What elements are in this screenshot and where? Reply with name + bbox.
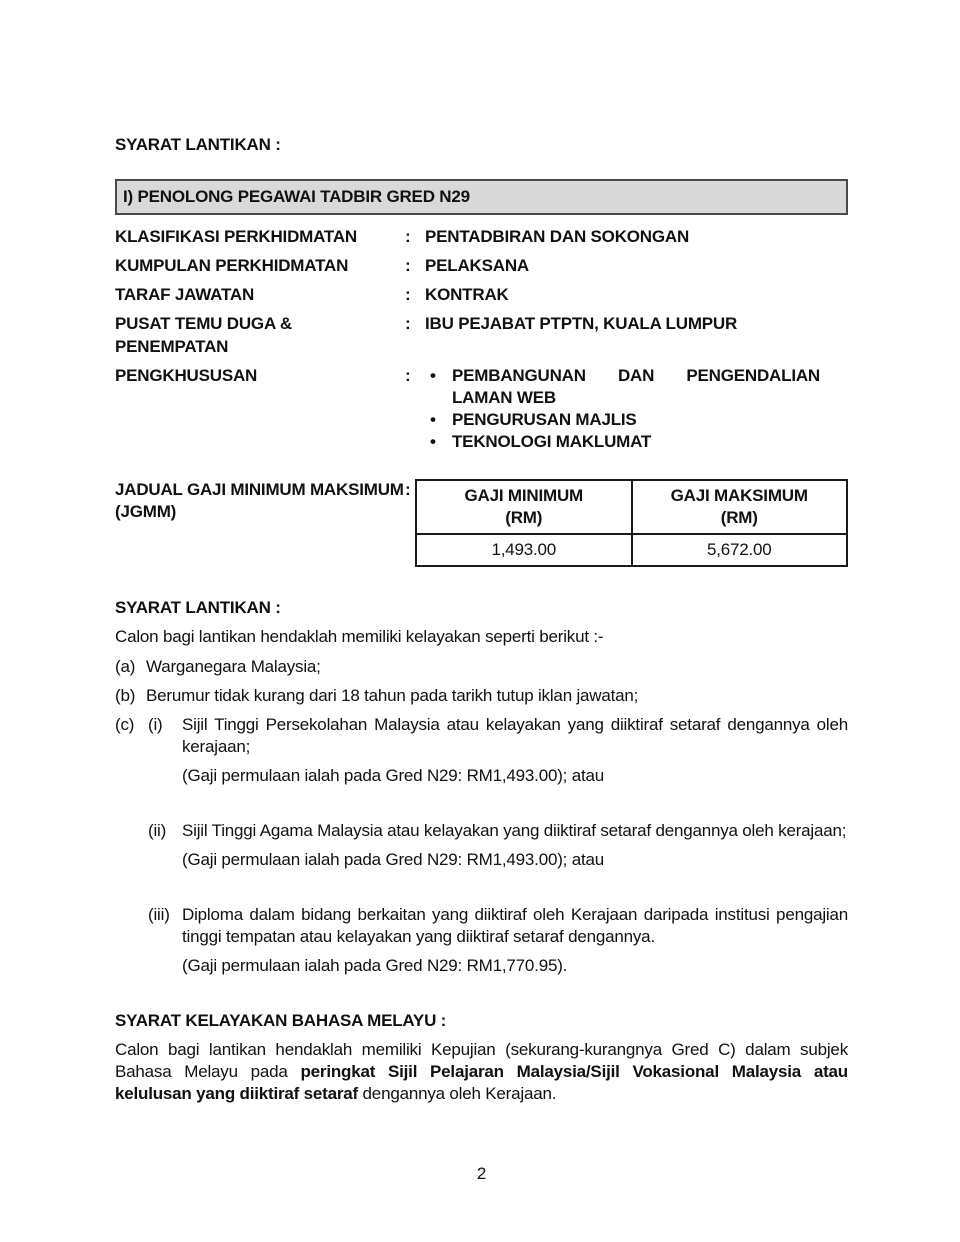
paragraph-segment: Calon bagi lantikan hendaklah memiliki Kepujian (sekurang-kurangnya Gred C) dalam subjek Bahasa Melayu pada — [115, 1039, 848, 1081]
item-text: Diploma dalam bidang berkaitan yang diiktiraf oleh Kerajaan daripada institusi pengajian tinggi tempatan atau kelayakan yang diiktiraf setaraf dengannya. — [182, 905, 848, 947]
colon-separator: : — [405, 227, 411, 247]
language-requirement-paragraph — [115, 1039, 848, 1105]
item-marker-outer — [115, 904, 148, 948]
paragraph-segment: dengannya oleh Kerajaan. — [358, 1083, 557, 1103]
detail-row-kumpulan — [115, 255, 848, 277]
list-item — [425, 365, 848, 409]
colon-separator: : — [405, 285, 411, 305]
bullet-icon — [425, 365, 452, 387]
bullet-label: TEKNOLOGI MAKLUMAT — [452, 431, 652, 451]
qualification-item-c-iii — [115, 904, 848, 948]
requirement-item-a — [115, 656, 848, 678]
colon-separator: : — [405, 314, 411, 334]
language-requirement-heading: SYARAT KELAYAKAN BAHASA MELAYU : — [115, 1011, 447, 1031]
item-text: Sijil Tinggi Persekolahan Malaysia atau kelayakan yang diiktiraf setaraf dengannya oleh kerajaan; — [182, 714, 848, 756]
salary-max-unit: (RM) — [720, 508, 758, 528]
salary-schedule-label: JADUAL GAJI MINIMUM MAKSIMUM (JGMM) — [115, 480, 404, 522]
colon-separator: : — [405, 256, 411, 276]
salary-max-title: GAJI MAKSIMUM — [670, 486, 808, 506]
requirements-intro: Calon bagi lantikan hendaklah memiliki kelayakan seperti berikut :- — [115, 627, 604, 647]
item-marker: (i) — [148, 714, 163, 734]
detail-label: KUMPULAN PERKHIDMATAN — [115, 256, 349, 276]
salary-min-unit: (RM) — [505, 508, 543, 528]
salary-note: (Gaji permulaan ialah pada Gred N29: RM1,770.95). — [182, 956, 568, 976]
salary-min-title: GAJI MINIMUM — [464, 486, 583, 506]
detail-label: PUSAT TEMU DUGA & PENEMPATAN — [115, 314, 292, 356]
page-number: 2 — [476, 1163, 487, 1183]
bullet-icon — [425, 431, 452, 453]
item-marker-outer — [115, 820, 148, 842]
requirements-heading: SYARAT LANTIKAN : — [115, 598, 281, 618]
bullet-label: PEMBANGUNAN DAN PENGENDALIAN LAMAN WEB — [452, 365, 820, 407]
salary-max-header — [632, 480, 848, 534]
salary-max-value: 5,672.00 — [632, 534, 848, 566]
specialization-list — [425, 365, 848, 453]
item-text: Sijil Tinggi Agama Malaysia atau kelayakan yang diiktiraf setaraf dengannya oleh kerajaan; — [182, 820, 847, 840]
detail-label: KLASIFIKASI PERKHIDMATAN — [115, 227, 358, 247]
detail-value: PENTADBIRAN DAN SOKONGAN — [425, 227, 690, 247]
item-marker: (a) — [115, 656, 136, 676]
detail-label: PENGKHUSUSAN — [115, 365, 258, 385]
paragraph-segment-bold: peringkat Sijil Pelajaran Malaysia/Sijil Vokasional Malaysia atau kelulusan yang diiktiraf setaraf — [115, 1061, 848, 1103]
detail-row-taraf — [115, 284, 848, 306]
position-title-box — [115, 179, 848, 215]
bullet-icon — [425, 409, 452, 431]
detail-row-klasifikasi — [115, 226, 848, 248]
item-text: Warganegara Malaysia; — [146, 656, 321, 676]
salary-table-wrap — [425, 479, 848, 567]
qualification-item-c-i — [115, 714, 848, 758]
salary-schedule-row — [115, 479, 848, 567]
item-marker: (iii) — [148, 905, 170, 925]
item-text: Berumur tidak kurang dari 18 tahun pada tarikh tutup iklan jawatan; — [146, 685, 639, 705]
position-title: I) PENOLONG PEGAWAI TADBIR GRED N29 — [123, 187, 470, 207]
salary-note: (Gaji permulaan ialah pada Gred N29: RM1,493.00); atau — [182, 850, 605, 870]
item-marker: (ii) — [148, 820, 167, 840]
colon-separator: : — [405, 365, 411, 385]
colon-separator: : — [405, 480, 411, 500]
salary-min-header — [416, 480, 632, 534]
requirement-item-b — [115, 685, 848, 707]
salary-table-value-row — [416, 534, 847, 566]
detail-row-pusat — [115, 313, 848, 357]
detail-value: KONTRAK — [425, 285, 509, 305]
salary-table-header-row — [416, 480, 847, 534]
salary-table — [415, 479, 848, 567]
item-marker-outer: (c) — [115, 714, 135, 734]
detail-row-pengkhususan — [115, 365, 848, 453]
salary-note: (Gaji permulaan ialah pada Gred N29: RM1,493.00); atau — [182, 765, 605, 785]
detail-value: IBU PEJABAT PTPTN, KUALA LUMPUR — [425, 314, 738, 334]
list-item — [425, 409, 848, 431]
qualification-item-c-ii — [115, 820, 848, 842]
detail-value: PELAKSANA — [425, 256, 529, 276]
appointment-heading: SYARAT LANTIKAN : — [115, 135, 281, 154]
salary-min-value: 1,493.00 — [416, 534, 632, 566]
bullet-label: PENGURUSAN MAJLIS — [452, 409, 637, 429]
item-marker: (b) — [115, 685, 136, 705]
list-item — [425, 431, 848, 453]
detail-label: TARAF JAWATAN — [115, 285, 255, 305]
